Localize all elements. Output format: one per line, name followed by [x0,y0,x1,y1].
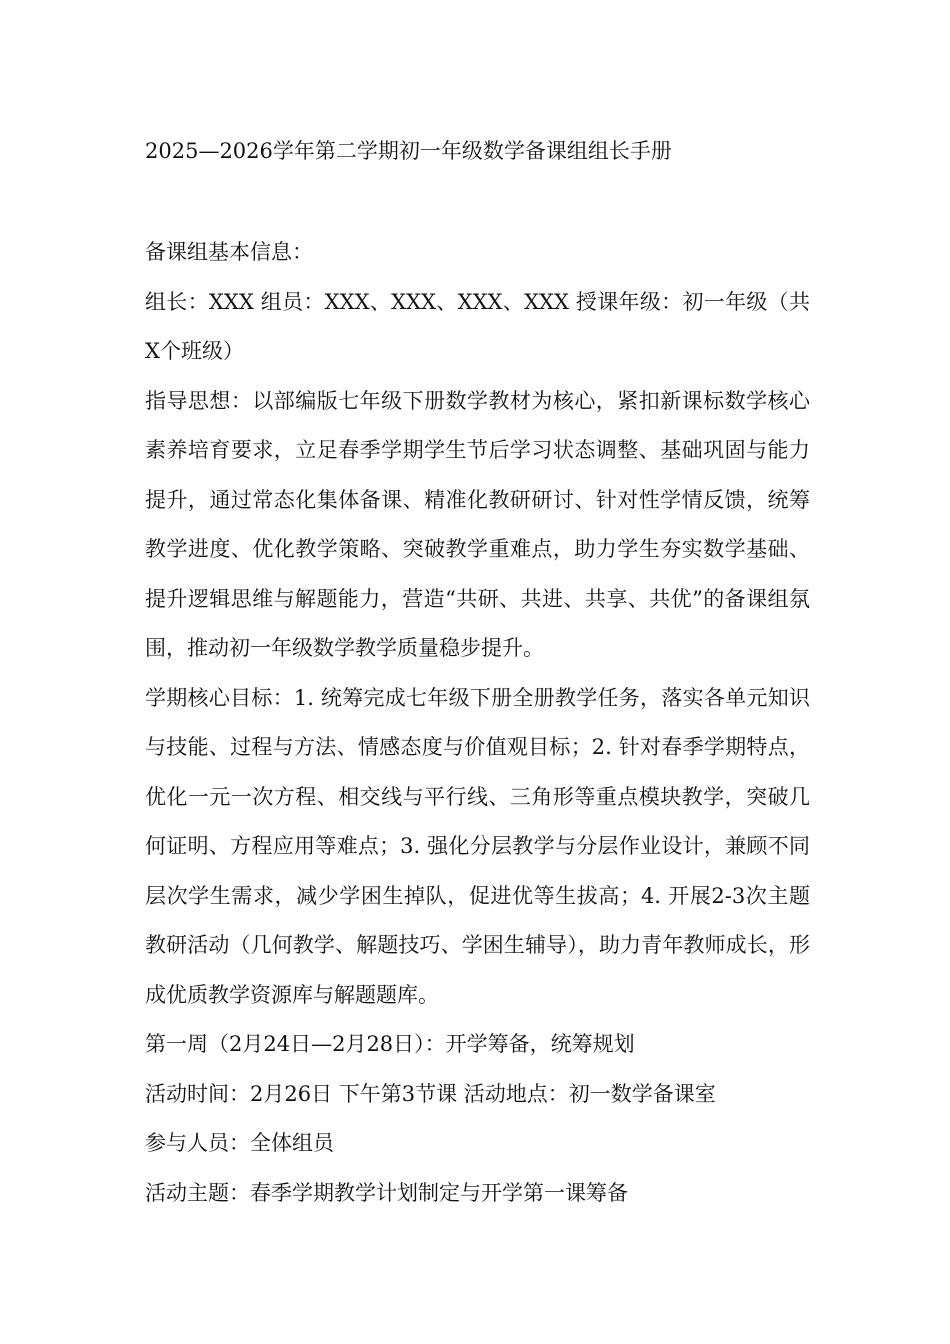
participants-line: 参与人员：全体组员 [145,1131,334,1155]
document-title: 2025—2026学年第二学期初一年级数学备课组组长手册 [145,139,672,163]
core-goals-paragraph: 学期核心目标：1. 统筹完成七年级下册全册教学任务，落实各单元知识与技能、过程与方法、情感态度与价值观目标；2. 针对春季学期特点，优化一元一次方程、相交线与平行线、三角形等重点模块教学，突破几何证明、方程应用等难点；3. 强化分层教学与分层作业设计，兼顾不同层次学生需求，减少学困生掉队，促进优等生拔高；4. 开展2-3次主题教研活动（几何教学、解题技巧、学困生辅导），助力青年教师成长，形成优质教学资源库与解题题库。 [145,685,810,1007]
members-line: 组长：XXX 组员：XXX、XXX、XXX、XXX 授课年级：初一年级（共X个班级） [145,289,810,363]
document-body [145,228,810,1218]
basic-info-heading: 备课组基本信息： [145,240,313,264]
activity-theme-line: 活动主题：春季学期教学计划制定与开学第一课筹备 [145,1180,628,1205]
week1-heading: 第一周（2月24日—2月28日）：开学筹备，统筹规划 [145,1032,635,1056]
guiding-thought-paragraph: 指导思想：以部编版七年级下册数学教材为核心，紧扣新课标数学核心素养培育要求，立足春季学期学生节后学习状态调整、基础巩固与能力提升，通过常态化集体备课、精准化教研研讨、针对性学情反馈，统筹教学进度、优化教学策略、突破教学重难点，助力学生夯实数学基础、提升逻辑思维与解题能力，营造“共研、共进、共享、共优”的备课组氛围，推动初一年级数学教学质量稳步提升。 [145,388,810,660]
activity-time-line: 活动时间：2月26日 下午第3节课 活动地点：初一数学备课室 [145,1081,716,1106]
